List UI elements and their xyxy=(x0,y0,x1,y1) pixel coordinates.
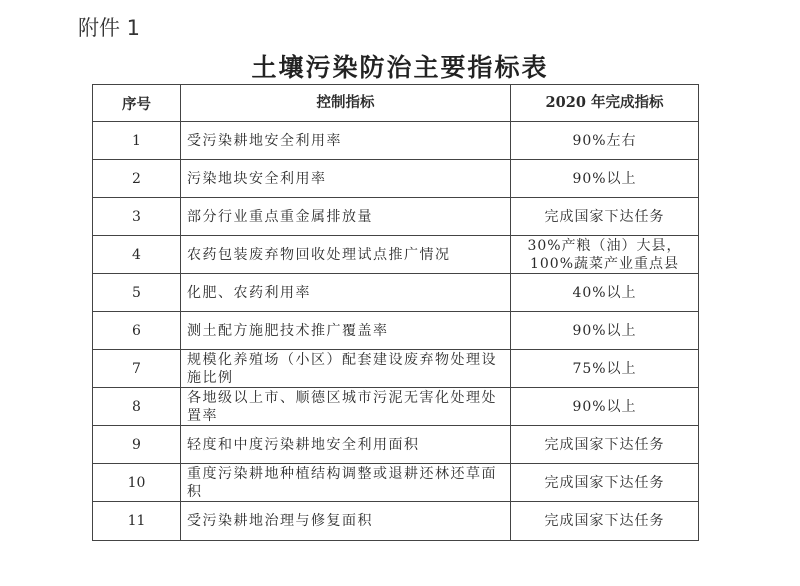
row-indicator: 农药包装废弃物回收处理试点推广情况 xyxy=(181,236,511,274)
row-target: 完成国家下达任务 xyxy=(511,426,699,464)
row-no: 1 xyxy=(93,122,181,160)
row-indicator: 重度污染耕地种植结构调整或退耕还林还草面积 xyxy=(181,464,511,502)
table-row xyxy=(93,388,699,426)
table-row xyxy=(93,350,699,388)
row-no: 4 xyxy=(93,236,181,274)
header-target: 2020 年完成指标 xyxy=(511,85,699,122)
row-no: 6 xyxy=(93,312,181,350)
row-indicator: 规模化养殖场（小区）配套建设废弃物处理设施比例 xyxy=(181,350,511,388)
row-target: 90%以上 xyxy=(511,160,699,198)
row-target: 完成国家下达任务 xyxy=(511,198,699,236)
row-no: 11 xyxy=(93,502,181,541)
row-target: 90%以上 xyxy=(511,312,699,350)
table-row xyxy=(93,236,699,274)
row-target: 40%以上 xyxy=(511,274,699,312)
row-indicator: 受污染耕地安全利用率 xyxy=(181,122,511,160)
header-no: 序号 xyxy=(93,85,181,122)
row-indicator: 各地级以上市、顺德区城市污泥无害化处理处置率 xyxy=(181,388,511,426)
row-no: 3 xyxy=(93,198,181,236)
row-indicator: 化肥、农药利用率 xyxy=(181,274,511,312)
row-indicator: 部分行业重点重金属排放量 xyxy=(181,198,511,236)
indicator-table xyxy=(92,84,699,541)
row-target: 75%以上 xyxy=(511,350,699,388)
row-target: 90%左右 xyxy=(511,122,699,160)
row-no: 5 xyxy=(93,274,181,312)
row-target: 90%以上 xyxy=(511,388,699,426)
table-row xyxy=(93,312,699,350)
header-indicator: 控制指标 xyxy=(181,85,511,122)
row-no: 7 xyxy=(93,350,181,388)
table-row xyxy=(93,274,699,312)
table-row xyxy=(93,426,699,464)
row-no: 10 xyxy=(93,464,181,502)
table-row xyxy=(93,122,699,160)
row-no: 8 xyxy=(93,388,181,426)
row-no: 2 xyxy=(93,160,181,198)
table-row xyxy=(93,502,699,541)
table-row xyxy=(93,198,699,236)
table-row xyxy=(93,464,699,502)
row-target: 完成国家下达任务 xyxy=(511,502,699,541)
row-target: 30%产粮（油）大县，100%蔬菜产业重点县 xyxy=(511,236,699,274)
attachment-label: 附件 1 xyxy=(78,16,141,40)
row-indicator: 污染地块安全利用率 xyxy=(181,160,511,198)
row-indicator: 轻度和中度污染耕地安全利用面积 xyxy=(181,426,511,464)
row-indicator: 受污染耕地治理与修复面积 xyxy=(181,502,511,541)
table-row xyxy=(93,160,699,198)
row-no: 9 xyxy=(93,426,181,464)
row-target: 完成国家下达任务 xyxy=(511,464,699,502)
row-indicator: 测土配方施肥技术推广覆盖率 xyxy=(181,312,511,350)
table-header-row xyxy=(93,85,699,122)
document-title: 土壤污染防治主要指标表 xyxy=(251,53,549,82)
